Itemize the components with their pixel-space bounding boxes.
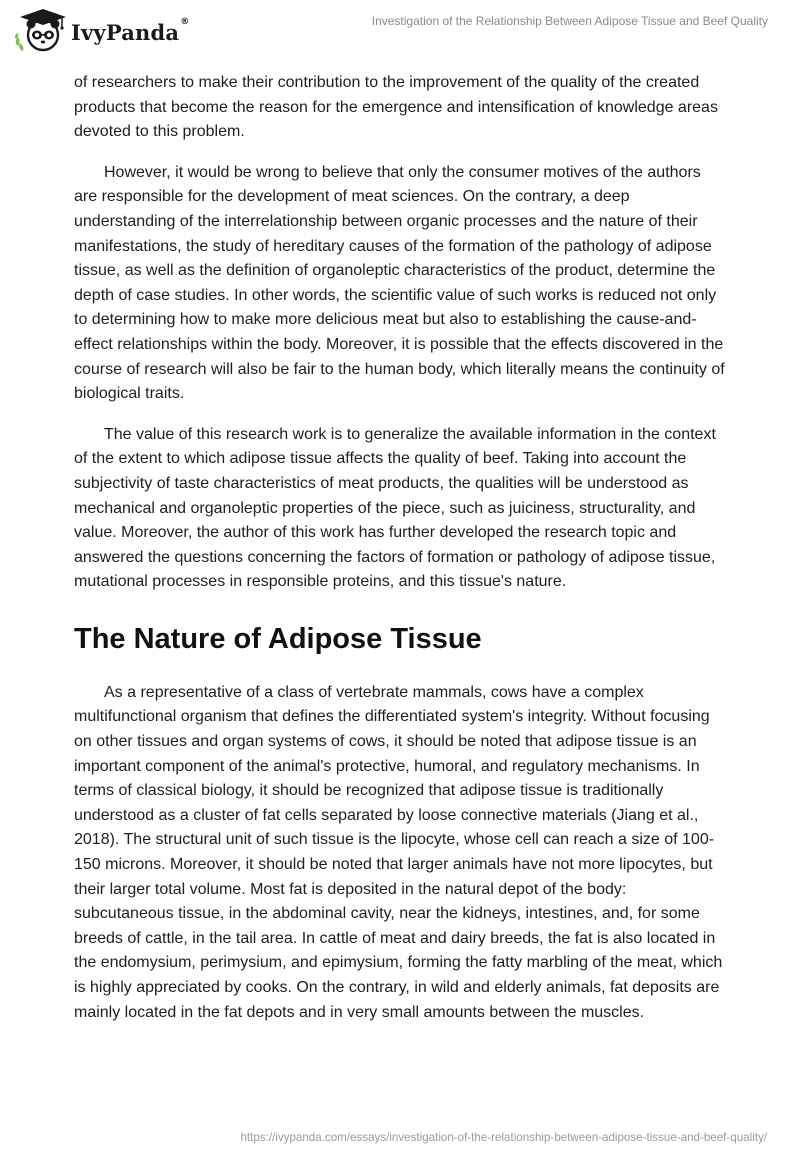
logo-wordmark: IvyPanda® [71, 16, 190, 45]
paragraph-research-value: The value of this research work is to generalize the available information in the context of the extent to which adipose tissue affects the quality of beef. Taking into account the subjectivity of taste characteristics of meat products, the qualities will be understood as mechanical and organoleptic properties of the piece, such as juiciness, structurality, and value. Moreover, the author of this work has further developed the research topic and answered the questions concerning the factors of formation or pathology of adipose tissue, mutational processes in responsible proteins, and this tissue's nature. [74, 425, 716, 591]
ivypanda-logo[interactable] [14, 7, 189, 53]
section-heading: The Nature of Adipose Tissue [74, 622, 482, 655]
registered-mark: ® [180, 16, 190, 27]
page-header [0, 0, 800, 60]
essay-body [74, 71, 728, 1041]
document-title: Investigation of the Relationship Between Adipose Tissue and Beef Quality [371, 14, 768, 28]
panda-graduation-cap-icon [14, 7, 68, 53]
source-url[interactable]: https://ivypanda.com/essays/investigation-of-the-relationship-between-adipose-tissue-and-beef-quality/ [240, 1131, 767, 1144]
paragraph-motives: However, it would be wrong to believe that only the consumer motives of the authors are responsible for the development of meat sciences. On the contrary, a deep understanding of the interrelationship between organic processes and the nature of their manifestations, the study of hereditary causes of the formation of the pathology of adipose tissue, as well as the definition of organoleptic characteristics of the product, determine the depth of case studies. In other words, the scientific value of such works is reduced not only to determining how to make more delicious meat but also to establishing the cause-and-effect relationships within the body. Moreover, it is possible that the effects discovered in the course of research will also be fair to the human body, which literally means the continuity of biological traits. [74, 163, 725, 403]
paragraph-adipose-nature: As a representative of a class of vertebrate mammals, cows have a complex multifunctional organism that defines the differentiated system's integrity. Without focusing on other tissues and organ systems of cows, it should be noted that adipose tissue is an important component of the animal's protective, humoral, and regulatory mechanisms. In terms of classical biology, it should be recognized that adipose tissue is traditionally understood as a cluster of fat cells separated by loose connective materials (Jiang et al., 2018). The structural unit of such tissue is the lipocyte, whose cell can reach a size of 100-150 microns. Moreover, it should be noted that larger animals have not more lipocytes, but their larger total volume. Most fat is deposited in the natural depot of the body: subcutaneous tissue, in the abdominal cavity, near the kidneys, intestines, and, for some breeds of cattle, in the tail area. In cattle of meat and dairy breeds, the fat is also located in the endomysium, perimysium, and epimysium, forming the fatty marbling of the meat, which is highly appreciated by cooks. On the contrary, in wild and elderly animals, fat deposits are mainly located in the fat depots and in very small amounts between the muscles. [74, 683, 723, 1021]
paragraph-continued: of researchers to make their contribution to the improvement of the quality of the created products that become the reason for the emergence and intensification of knowledge areas devoted to this problem. [74, 74, 718, 141]
